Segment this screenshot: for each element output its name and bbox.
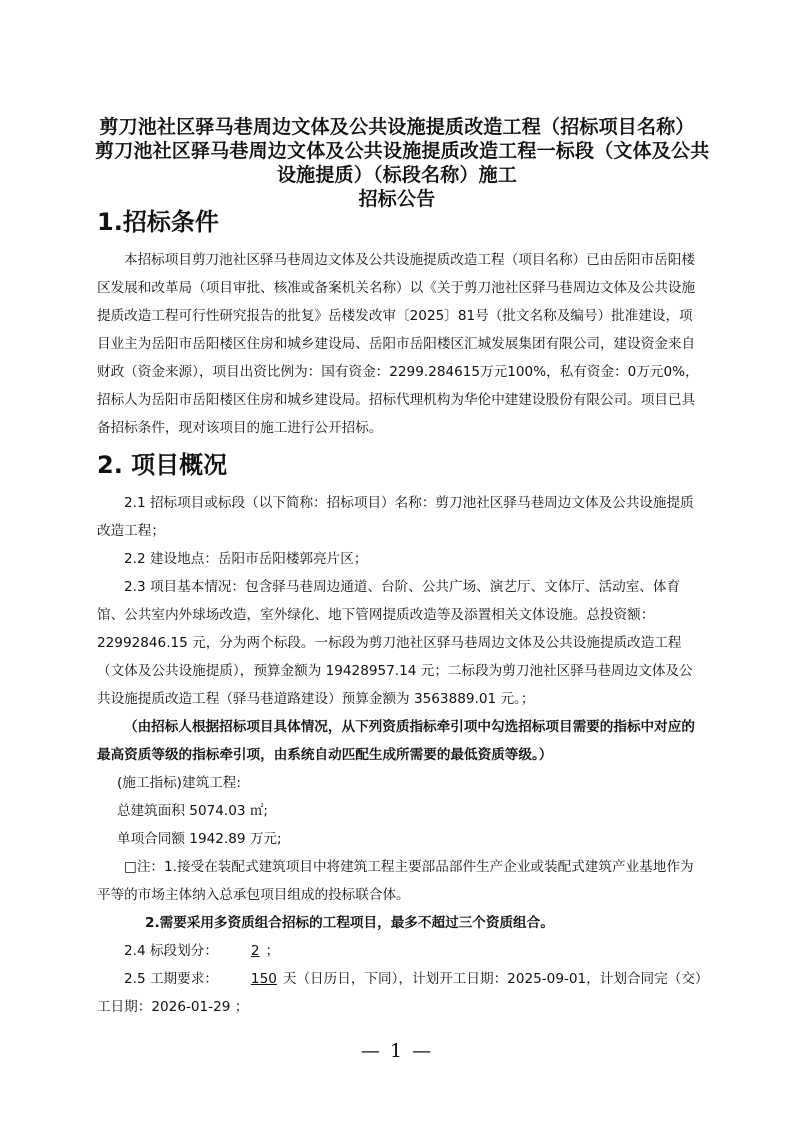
construction-indicator: (施工指标)建筑工程:: [117, 775, 241, 791]
duration-value: 150: [250, 971, 277, 987]
title-line-2: 剪刀池社区驿马巷周边文体及公共设施提质改造工程一标段（文体及公共: [95, 140, 710, 162]
section-2-heading: 2. 项目概况: [97, 451, 228, 479]
item-2-4-suffix: ；: [265, 943, 280, 959]
item-2-5-text: 天（日历日，下同），计划开工日期：2025-09-01，计划合同完（交）: [282, 971, 709, 987]
remark-1: □注：1.接受在装配式建筑项目中将建筑工程主要部品部件生产企业或装配式建筑产业基地作为平等的市场主体纳入总承包项目组成的投标联合体。: [97, 859, 694, 903]
item-2-5-continued: 工日期：2026-01-29 ；: [97, 999, 249, 1015]
item-2-4: [97, 937, 701, 965]
page-number: — 1 —: [360, 1040, 434, 1062]
title-line-3: 设施提质）（标段名称）施工: [276, 164, 518, 186]
item-2-2: 2.2 建设地点：岳阳市岳阳楼郭亮片区；: [124, 551, 368, 567]
section-1-heading: 1.招标条件: [97, 208, 219, 236]
section-1-paragraph: 本招标项目剪刀池社区驿马巷周边文体及公共设施提质改造工程（项目名称）已由岳阳市岳阳楼区发展和改革局（项目审批、核准或备案机关名称）以《关于剪刀池社区驿马巷周边文体及公共设施提质改造工程可行性研究报告的批复》岳楼发改审〔2025〕81号（批文名称及编号）批准建设，项目业主为岳阳市岳阳楼区住房和城乡建设局、岳阳市岳阳楼区汇城发展集团有限公司，建设资金来自财政（资金来源），项目出资比例为：国有资金：2299.284615万元100%，私有资金：0万元0%，招标人为岳阳市岳阳楼区住房和城乡建设局。招标代理机构为华伦中建建设股份有限公司。项目已具备招标条件，现对该项目的施工进行公开招标。: [97, 252, 699, 436]
title-line-1: 剪刀池社区驿马巷周边文体及公共设施提质改造工程（招标项目名称）: [99, 116, 695, 138]
total-area: 总建筑面积 5074.03 ㎡;: [117, 803, 268, 819]
item-2-4-label: 2.4 标段划分：: [124, 943, 218, 959]
item-2-3: 2.3 项目基本情况：包含驿马巷周边通道、台阶、公共广场、演艺厅、文体厅、活动室、体育馆、公共室内外球场改造，室外绿化、地下管网提质改造等及添置相关文体设施。总投资额：22992846.15 元，分为两个标段。一标段为剪刀池社区驿马巷周边文体及公共设施提质改造工程（文体及公共设施提质），预算金额为 19428957.14 元；二标段为剪刀池社区驿马巷周边文体及公共设施提质改造工程（驿马巷道路建设）预算金额为 3563889.01 元。；: [97, 579, 693, 707]
contract-amount: 单项合同额 1942.89 万元;: [117, 831, 282, 847]
qualification-note: （由招标人根据招标项目具体情况，从下列资质指标牵引项中勾选招标项目需要的指标中对应的最高资质等级的指标牵引项，由系统自动匹配生成所需要的最低资质等级。）: [97, 719, 695, 763]
item-2-5: [97, 965, 709, 993]
section-count-value: 2: [250, 943, 260, 959]
item-2-1: 2.1 招标项目或标段（以下简称：招标项目）名称：剪刀池社区驿马巷周边文体及公共设施提质改造工程；: [97, 495, 694, 539]
item-2-5-label: 2.5 工期要求：: [124, 971, 218, 987]
remark-2: 2.需要采用多资质组合招标的工程项目，最多不超过三个资质组合。: [145, 915, 554, 931]
title-line-4: 招标公告: [358, 188, 436, 210]
